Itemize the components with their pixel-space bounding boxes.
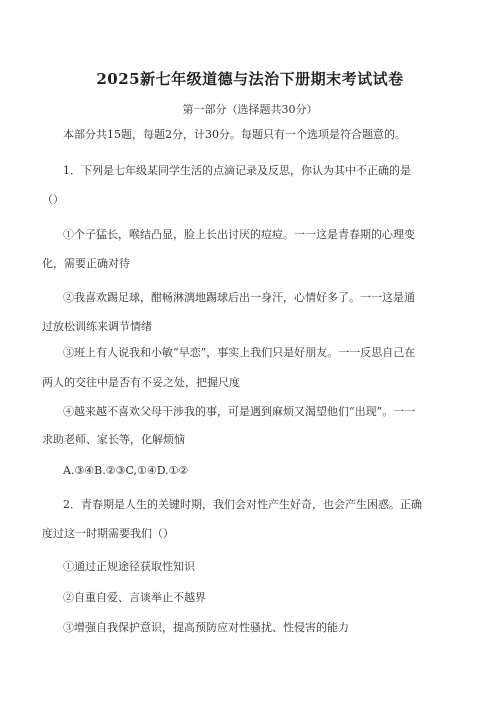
question-1-option-1: ①个子猛长，喉结凸显，脸上长出讨厌的痘痘。一一这是青春期的心理变 — [63, 228, 415, 241]
question-2-stem: 2．青春期是人生的关键时期，我们会对性产生好奇，也会产生困惑。正确 — [63, 498, 422, 511]
question-1-option-3-cont: 两人的交往中是否有不妥之处，把握尺度 — [42, 376, 240, 389]
question-1-option-4: ④越来越不喜欢父母干涉我的事，可是遇到麻烦又渴望他们“出现”。一一 — [63, 405, 416, 418]
question-1-choices: A.③④B.②③C,①④D.①② — [63, 464, 189, 477]
question-1-option-2-cont: 过放松训练来调节情绪 — [42, 320, 152, 333]
question-2-stem-cont: 度过这一时期需要我们（） — [42, 527, 174, 540]
question-1-option-3: ③班上有人说我和小敏“早恋”，事实上我们只是好朋友。一一反思自己在 — [63, 346, 416, 359]
section-heading: 第一部分（选择题共30分） — [182, 103, 318, 116]
question-1-option-1-cont: 化，需要正确对待 — [42, 257, 130, 270]
exam-title: 2025新七年级道德与法治下册期末考试试卷 — [96, 70, 404, 88]
question-2-option-3: ③增强自我保护意识，提高预防应对性骚扰、性侵害的能力 — [63, 621, 349, 634]
question-2-option-1: ①通过正规途径获取性知识 — [63, 560, 195, 573]
question-1-option-4-cont: 求助老师、家长等，化解烦恼 — [42, 433, 185, 446]
question-1-option-2: ②我喜欢踢足球，酣畅淋漓地踢球后出一身汗，心情好多了。一一这是通 — [63, 291, 415, 304]
question-1-stem-cont: （） — [42, 193, 64, 206]
question-1-stem: 1．下列是七年级某同学生活的点滴记录及反思，你认为其中不正确的是 — [63, 164, 411, 177]
instructions: 本部分共15题，每题2分，计30分。每题只有一个选项是符合题意的。 — [63, 128, 406, 141]
question-2-option-2: ②自重自爱、言谈举止不越界 — [63, 591, 206, 604]
